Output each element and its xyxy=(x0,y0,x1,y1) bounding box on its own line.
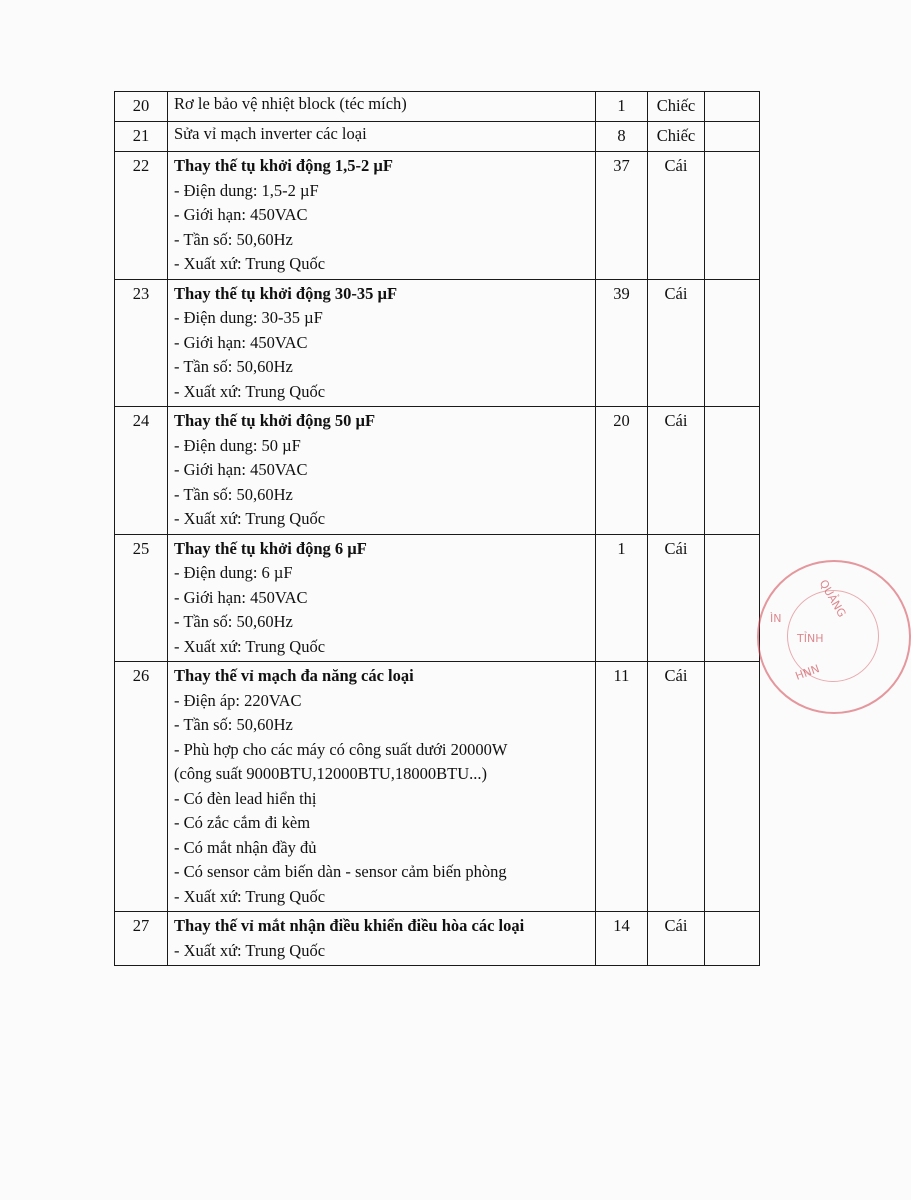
row-number: 20 xyxy=(115,92,168,122)
item-description xyxy=(168,407,596,535)
item-spec-line: - Tần số: 50,60Hz xyxy=(174,484,293,504)
item-title: Thay thế tụ khởi động 30-35 µF xyxy=(174,283,398,303)
table-row xyxy=(115,407,760,535)
item-unit: Cái xyxy=(648,407,705,535)
row-number: 27 xyxy=(115,912,168,966)
table-row xyxy=(115,912,760,966)
item-title: Sửa vỉ mạch inverter các loại xyxy=(174,124,367,143)
item-spec-line: - Tần số: 50,60Hz xyxy=(174,715,293,734)
items-table xyxy=(114,91,760,966)
item-spec-line: - Điện dung: 50 µF xyxy=(174,435,301,455)
empty-cell xyxy=(705,912,760,966)
item-spec-line: - Giới hạn: 450VAC xyxy=(174,332,308,352)
item-quantity: 8 xyxy=(596,122,648,152)
empty-cell xyxy=(705,152,760,280)
item-spec-line: - Phù hợp cho các máy có công suất dưới 20000W xyxy=(174,739,508,759)
item-spec-line: - Giới hạn: 450VAC xyxy=(174,460,308,479)
stamp-text-top: QUẢNG xyxy=(816,577,849,620)
item-spec-line: - Tần số: 50,60Hz xyxy=(174,229,293,249)
item-spec-line: - Xuất xứ: Trung Quốc xyxy=(174,509,326,528)
item-spec-line: (công suất 9000BTU,12000BTU,18000BTU...) xyxy=(174,764,488,783)
item-spec-line: - Có đèn lead hiển thị xyxy=(174,788,317,808)
item-spec-line: - Có mắt nhận đầy đủ xyxy=(174,837,317,857)
row-number: 24 xyxy=(115,407,168,535)
stamp-text-left: ÌN xyxy=(770,612,782,625)
item-description xyxy=(168,92,596,122)
item-quantity: 1 xyxy=(596,92,648,122)
item-unit: Cái xyxy=(648,152,705,280)
item-spec-line: - Xuất xứ: Trung Quốc xyxy=(174,254,326,273)
item-spec-line: - Điện dung: 1,5-2 µF xyxy=(174,180,319,200)
item-spec-line: - Điện dung: 6 µF xyxy=(174,563,293,582)
item-title: Rơ le bảo vệ nhiệt block (téc mích) xyxy=(174,94,407,113)
row-number: 25 xyxy=(115,534,168,662)
item-spec-line: - Điện dung: 30-35 µF xyxy=(174,308,323,327)
stamp-text-middle: TỈNH xyxy=(797,632,824,645)
item-unit: Chiếc xyxy=(648,122,705,152)
row-number: 21 xyxy=(115,122,168,152)
item-unit: Cái xyxy=(648,912,705,966)
item-quantity: 11 xyxy=(596,662,648,912)
item-unit: Chiếc xyxy=(648,92,705,122)
table-row xyxy=(115,534,760,662)
item-spec-line: - Có sensor cảm biến dàn - sensor cảm biến phòng xyxy=(174,862,507,881)
table-row xyxy=(115,122,760,152)
item-quantity: 20 xyxy=(596,407,648,535)
item-title: Thay thế vỉ mạch đa năng các loại xyxy=(174,666,414,685)
item-title: Thay thế vỉ mắt nhận điều khiển điều hòa các loại xyxy=(174,916,525,935)
empty-cell xyxy=(705,662,760,912)
item-spec-line: - Tần số: 50,60Hz xyxy=(174,357,293,376)
item-description xyxy=(168,122,596,152)
empty-cell xyxy=(705,407,760,535)
table-row xyxy=(115,279,760,407)
item-quantity: 1 xyxy=(596,534,648,662)
empty-cell xyxy=(705,122,760,152)
item-spec-line: - Xuất xứ: Trung Quốc xyxy=(174,886,326,906)
table-row xyxy=(115,92,760,122)
stamp-text-bottom: HNN xyxy=(793,662,822,683)
row-number: 26 xyxy=(115,662,168,912)
item-unit: Cái xyxy=(648,662,705,912)
item-description xyxy=(168,662,596,912)
item-spec-line: - Giới hạn: 450VAC xyxy=(174,587,308,607)
item-title: Thay thế tụ khởi động 1,5-2 µF xyxy=(174,156,393,175)
item-unit: Cái xyxy=(648,279,705,407)
row-number: 22 xyxy=(115,152,168,280)
item-description xyxy=(168,534,596,662)
row-number: 23 xyxy=(115,279,168,407)
item-spec-line: - Xuất xứ: Trung Quốc xyxy=(174,636,326,656)
item-spec-line: - Tần số: 50,60Hz xyxy=(174,612,293,631)
item-unit: Cái xyxy=(648,534,705,662)
empty-cell xyxy=(705,279,760,407)
empty-cell xyxy=(705,92,760,122)
table-row xyxy=(115,152,760,280)
item-spec-line: - Xuất xứ: Trung Quốc xyxy=(174,381,326,401)
table-row xyxy=(115,662,760,912)
item-description xyxy=(168,279,596,407)
item-spec-line: - Xuất xứ: Trung Quốc xyxy=(174,940,326,960)
item-spec-line: - Điện áp: 220VAC xyxy=(174,690,302,710)
item-title: Thay thế tụ khởi động 50 µF xyxy=(174,411,376,430)
item-description xyxy=(168,912,596,966)
item-title: Thay thế tụ khởi động 6 µF xyxy=(174,538,367,558)
item-quantity: 37 xyxy=(596,152,648,280)
items-table-body xyxy=(115,92,760,966)
item-description xyxy=(168,152,596,280)
empty-cell xyxy=(705,534,760,662)
item-quantity: 39 xyxy=(596,279,648,407)
item-spec-line: - Có zắc cắm đi kèm xyxy=(174,813,311,832)
item-spec-line: - Giới hạn: 450VAC xyxy=(174,205,308,224)
item-quantity: 14 xyxy=(596,912,648,966)
